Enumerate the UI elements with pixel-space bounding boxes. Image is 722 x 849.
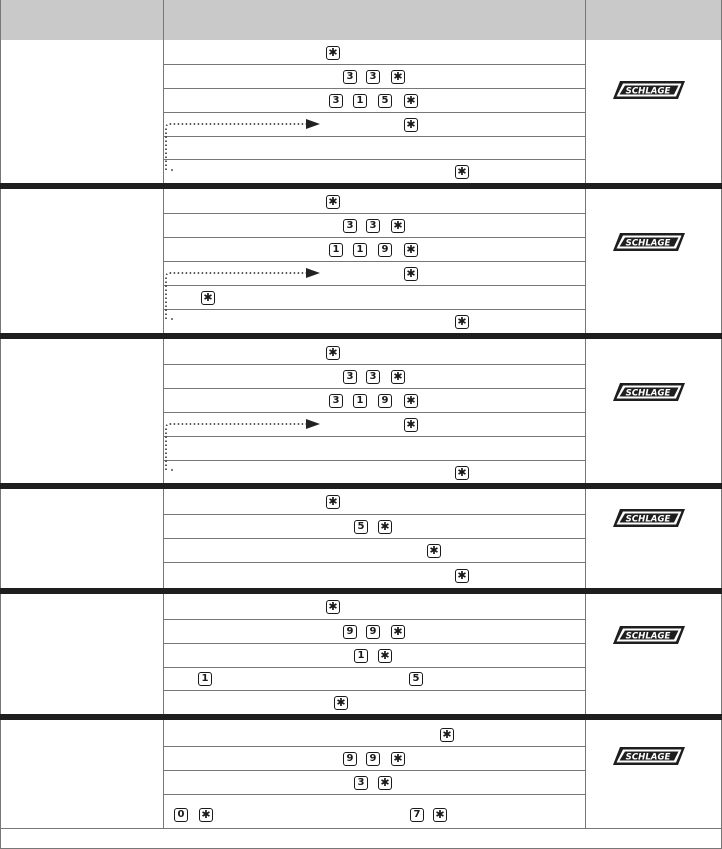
key-3: 3 <box>354 776 368 790</box>
row-line <box>163 237 585 238</box>
key-9: 9 <box>378 243 392 257</box>
star-key: ✱ <box>326 195 340 209</box>
key-3: 3 <box>343 370 357 384</box>
header-cell-3 <box>586 0 722 40</box>
schlage-logo <box>611 381 687 403</box>
star-key: ✱ <box>404 94 418 108</box>
row-line <box>163 562 585 563</box>
key-5: 5 <box>354 520 368 534</box>
key-3: 3 <box>329 394 343 408</box>
svg-text:SCHLAGE: SCHLAGE <box>625 388 671 399</box>
key-1: 1 <box>354 649 368 663</box>
header-cell-1 <box>0 0 163 40</box>
schlage-logo <box>611 79 687 101</box>
star-key: ✱ <box>326 46 340 60</box>
row-line <box>163 412 585 413</box>
key-5: 5 <box>409 672 423 686</box>
section-separator-3 <box>0 483 722 489</box>
loop-arrow-1 <box>164 118 324 174</box>
star-key: ✱ <box>199 808 213 822</box>
row-line <box>163 388 585 389</box>
star-key: ✱ <box>326 495 340 509</box>
svg-text:SCHLAGE: SCHLAGE <box>625 86 671 97</box>
row-line <box>163 112 585 113</box>
row-line <box>163 770 585 771</box>
key-3: 3 <box>366 70 380 84</box>
key-0: 0 <box>174 808 188 822</box>
star-key: ✱ <box>455 315 469 329</box>
star-key: ✱ <box>326 600 340 614</box>
key-9: 9 <box>343 625 357 639</box>
star-key: ✱ <box>427 544 441 558</box>
section-separator-4 <box>0 588 722 594</box>
column-divider-2 <box>585 0 586 829</box>
section-separator-5 <box>0 714 722 720</box>
section-separator-1 <box>0 183 722 189</box>
star-key: ✱ <box>404 118 418 132</box>
key-1: 1 <box>353 394 367 408</box>
star-key: ✱ <box>455 165 469 179</box>
key-9: 9 <box>378 394 392 408</box>
svg-text:SCHLAGE: SCHLAGE <box>625 238 671 249</box>
star-key: ✱ <box>391 625 405 639</box>
star-key: ✱ <box>455 569 469 583</box>
star-key: ✱ <box>378 776 392 790</box>
star-key: ✱ <box>391 70 405 84</box>
star-key: ✱ <box>378 649 392 663</box>
section-separator-2 <box>0 333 722 339</box>
row-line <box>163 364 585 365</box>
star-key: ✱ <box>378 520 392 534</box>
key-9: 9 <box>366 752 380 766</box>
star-key: ✱ <box>404 394 418 408</box>
key-9: 9 <box>343 752 357 766</box>
row-line <box>163 619 585 620</box>
row-line <box>163 794 585 795</box>
key-5: 5 <box>378 94 392 108</box>
footer-line <box>0 828 722 829</box>
key-1: 1 <box>353 243 367 257</box>
row-line <box>163 514 585 515</box>
frame-left <box>0 0 1 849</box>
star-key: ✱ <box>334 696 348 710</box>
key-3: 3 <box>343 219 357 233</box>
star-key: ✱ <box>440 728 454 742</box>
svg-text:SCHLAGE: SCHLAGE <box>625 631 671 642</box>
star-key: ✱ <box>404 243 418 257</box>
key-7: 7 <box>410 808 424 822</box>
row-line <box>163 643 585 644</box>
star-key: ✱ <box>433 808 447 822</box>
star-key: ✱ <box>391 752 405 766</box>
header-cell-2 <box>164 0 585 40</box>
key-3: 3 <box>366 370 380 384</box>
schlage-logo <box>611 231 687 253</box>
row-line <box>163 64 585 65</box>
row-line <box>163 746 585 747</box>
schlage-logo <box>611 745 687 767</box>
key-1: 1 <box>198 672 212 686</box>
star-key: ✱ <box>404 267 418 281</box>
key-1: 1 <box>353 94 367 108</box>
star-key: ✱ <box>455 466 469 480</box>
row-line <box>163 538 585 539</box>
row-line <box>163 88 585 89</box>
star-key: ✱ <box>326 346 340 360</box>
key-3: 3 <box>343 70 357 84</box>
star-key: ✱ <box>404 418 418 432</box>
loop-arrow-3 <box>164 418 324 474</box>
star-key: ✱ <box>391 219 405 233</box>
star-key: ✱ <box>391 370 405 384</box>
svg-text:SCHLAGE: SCHLAGE <box>625 752 671 763</box>
svg-text:SCHLAGE: SCHLAGE <box>625 514 671 525</box>
row-line <box>163 690 585 691</box>
key-3: 3 <box>366 219 380 233</box>
key-9: 9 <box>366 625 380 639</box>
loop-arrow-2 <box>164 267 324 323</box>
row-line <box>163 261 585 262</box>
key-3: 3 <box>329 94 343 108</box>
schlage-logo <box>611 624 687 646</box>
schlage-logo <box>611 507 687 529</box>
row-line <box>163 667 585 668</box>
key-1: 1 <box>329 243 343 257</box>
row-line <box>163 213 585 214</box>
star-key: ✱ <box>201 291 215 305</box>
